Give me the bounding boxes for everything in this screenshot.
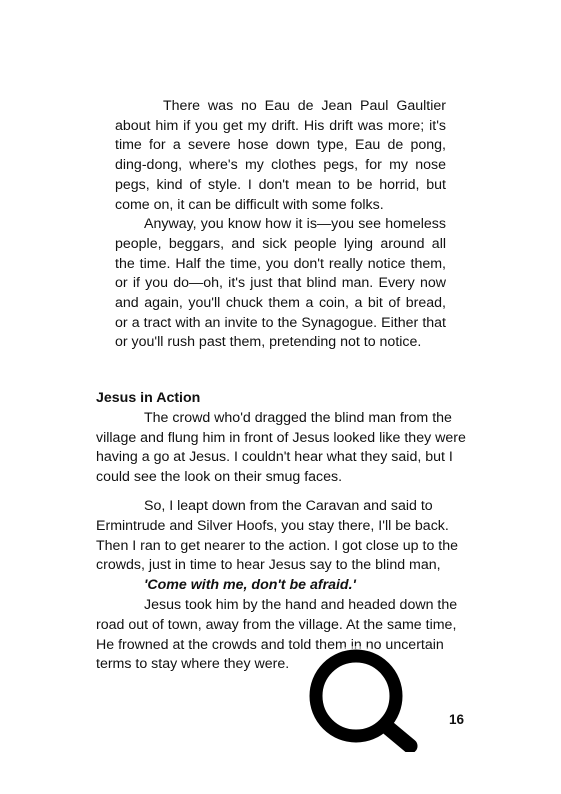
paragraph-3: The crowd who'd dragged the blind man from the village and flung him in front of Jesus looked like they were having a go at Jesus. I couldn't hear what they said, but I could see the look on their smug faces. <box>96 409 466 486</box>
paragraph-2: Anyway, you know how it is—you see homeless people, beggars, and sick people lying around all the time. Half the time, you don't really notice them, or if you do—oh, it's just that blind man. Every now and again, you'll chuck them a coin, a bit of bread, or a tract with an invite to the Synagogue. Either that or you'll rush past them, pretending not to notice. <box>115 216 446 351</box>
paragraph-4: So, I leapt down from the Caravan and said to Ermintrude and Silver Hoofs, you stay there, I'll be back. Then I ran to get nearer to the action. I got close up to the crowds, just in time to hear Jesus say to the blind man, <box>96 497 459 574</box>
quote-line: 'Come with me, don't be afraid.' <box>144 577 356 594</box>
paragraph-1: There was no Eau de Jean Paul Gaultier about him if you get my drift. His drift was more; it's time for a severe hose down type, Eau de pong, ding-dong, where's my clothes pegs, for my nose pegs, kind of style. I don't mean to be horrid, but come on, it can be difficult with some folks. <box>115 98 446 213</box>
magnifier-icon[interactable] <box>300 640 440 752</box>
section-text-block <box>96 389 468 675</box>
section-heading: Jesus in Action <box>96 390 201 406</box>
page-number: 16 <box>449 712 465 727</box>
opening-text-block <box>115 97 446 353</box>
paragraph-5: Jesus took him by the hand and headed down the road out of town, away from the village. At the same time, He frowned at the crowds and told them in no uncertain terms to stay where they were. <box>96 596 458 673</box>
